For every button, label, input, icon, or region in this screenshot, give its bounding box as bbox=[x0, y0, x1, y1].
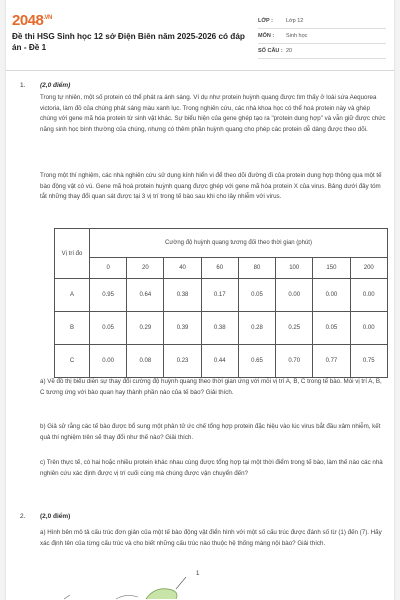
table-group-header: Cường độ huỳnh quang tương đối theo thời gian (phút) bbox=[90, 229, 388, 258]
question-number: 2. bbox=[20, 513, 26, 520]
value-cell: 0.95 bbox=[90, 279, 127, 312]
value-cell: 0.39 bbox=[164, 312, 201, 345]
question-points: (2,0 điểm) bbox=[40, 82, 71, 89]
time-header-cell: 200 bbox=[350, 258, 387, 279]
value-cell: 0.00 bbox=[313, 279, 350, 312]
logo-suffix: .VN bbox=[43, 15, 52, 21]
value-cell: 0.65 bbox=[238, 345, 275, 378]
value-cell: 0.25 bbox=[276, 312, 313, 345]
figure-label: 1 bbox=[196, 571, 200, 577]
meta-key: MÔN : bbox=[258, 33, 275, 39]
value-cell: 0.05 bbox=[90, 312, 127, 345]
time-header-cell: 150 bbox=[313, 258, 350, 279]
table-time-row bbox=[55, 258, 388, 279]
meta-row-class bbox=[258, 14, 386, 29]
question-part-b: b) Giả sử rằng các tế bào được bổ sung một phân tử ức chế tổng hợp protein đặc hiệu vào lúc virus bắt đầu xâm nhiễm, kết quả thí nghiệm trên sẽ thay đổi như thế nào? Giải thích. bbox=[40, 423, 381, 441]
value-cell: 0.38 bbox=[164, 279, 201, 312]
value-cell: 0.28 bbox=[238, 312, 275, 345]
meta-value: Sinh học bbox=[286, 33, 308, 39]
time-header-cell: 0 bbox=[90, 258, 127, 279]
value-cell: 0.75 bbox=[350, 345, 387, 378]
document-page bbox=[6, 0, 394, 600]
table-row bbox=[55, 279, 388, 312]
value-cell: 0.05 bbox=[238, 279, 275, 312]
position-cell: A bbox=[55, 279, 90, 312]
question-paragraph: Trong một thí nghiệm, các nhà nghiên cứu sử dụng kính hiển vi để theo dõi đường đi của protein dung hợp thông qua một tế bào động vật có vú. Gene mã hoá protein huỳnh quang được ghép với gene mã hóa protein X của virus. Bảng dưới đây tóm tắt những thay đổi quan sát được tại 3 vị trí trong tế bào sau khi cho lây nhiễm với virus. bbox=[40, 172, 382, 201]
meta-value: 20 bbox=[286, 48, 293, 54]
figure-pointer bbox=[176, 577, 186, 589]
value-cell: 0.08 bbox=[127, 345, 164, 378]
table-header-row bbox=[55, 229, 388, 258]
value-cell: 0.64 bbox=[127, 279, 164, 312]
value-cell: 0.00 bbox=[90, 345, 127, 378]
question-paragraph: Trong tự nhiên, một số protein có thể phát ra ánh sáng. Ví dụ như protein huỳnh quang được tìm thấy ở loài sứa Aequorea victoria, làm đỏ của chúng phát sáng màu xanh lục. Trong nghiên cứu, các nhà khoa học có thể hoá protein này và ghép chúng với gene mã hóa protein từ sinh vật khác. Sự biểu hiện của gene ghép tạo ra "protein dung hợp" và vẫn giữ được chức năng sinh học bình thường của chúng, nhưng có thêm phần huỳnh quang cho phép các protein dễ dàng được theo dõi. bbox=[40, 94, 386, 133]
question-number: 1. bbox=[20, 82, 26, 89]
cell-structure-figure bbox=[56, 565, 256, 600]
question-points: (2,0 điểm) bbox=[40, 513, 71, 520]
value-cell: 0.00 bbox=[276, 279, 313, 312]
value-cell: 0.70 bbox=[276, 345, 313, 378]
meta-key: SỐ CÂU : bbox=[258, 48, 283, 54]
meta-row-count bbox=[258, 44, 386, 59]
fluorescence-table bbox=[54, 228, 388, 378]
page-header bbox=[6, 0, 394, 70]
value-cell: 0.77 bbox=[313, 345, 350, 378]
meta-key: LỚP : bbox=[258, 18, 273, 24]
value-cell: 0.17 bbox=[201, 279, 238, 312]
time-header-cell: 40 bbox=[164, 258, 201, 279]
value-cell: 0.23 bbox=[164, 345, 201, 378]
figure-mark bbox=[64, 595, 70, 599]
value-cell: 0.00 bbox=[350, 279, 387, 312]
table-corner-cell: Vị trí đo bbox=[55, 229, 90, 279]
value-cell: 0.44 bbox=[201, 345, 238, 378]
position-cell: B bbox=[55, 312, 90, 345]
site-logo[interactable] bbox=[12, 12, 52, 29]
table-row bbox=[55, 345, 388, 378]
meta-value: Lớp 12 bbox=[286, 18, 304, 24]
header-divider bbox=[6, 70, 394, 71]
position-cell: C bbox=[55, 345, 90, 378]
time-header-cell: 60 bbox=[201, 258, 238, 279]
time-header-cell: 100 bbox=[276, 258, 313, 279]
question-part-a: a) Vẽ đồ thị biểu diễn sự thay đổi cường độ huỳnh quang theo thời gian ứng với mỗi vị trí A, B, C trong tế bào. Mỗi vị trí A, B, C tương ứng với bào quan hay thành phần nào của tế bào? Giải thích. bbox=[40, 378, 382, 396]
time-header-cell: 20 bbox=[127, 258, 164, 279]
meta-row-subject bbox=[258, 29, 386, 44]
time-header-cell: 80 bbox=[238, 258, 275, 279]
table-row bbox=[55, 312, 388, 345]
value-cell: 0.00 bbox=[350, 312, 387, 345]
value-cell: 0.05 bbox=[313, 312, 350, 345]
value-cell: 0.29 bbox=[127, 312, 164, 345]
question-part-a: a) Hình bên mô tả cấu trúc đơn giản của một tế bào động vật điển hình với một số cấu trúc được đánh số từ (1) đến (7). Hãy xác định tên của từng cấu trúc và cho biết những cấu trúc nào thuộc hệ thống màng nội bào? Giải thích. bbox=[40, 529, 382, 547]
page-title: Đề thi HSG Sinh học 12 sở Điện Biên năm 2025-2026 có đáp án - Đề 1 bbox=[12, 32, 245, 52]
organelle-shape bbox=[146, 589, 177, 599]
value-cell: 0.38 bbox=[201, 312, 238, 345]
exam-meta bbox=[258, 14, 386, 59]
logo-text: 2048 bbox=[12, 12, 44, 29]
cell-membrane-line bbox=[116, 595, 138, 599]
question-part-c: c) Trên thực tế, có hai hoặc nhiều protein khác nhau cùng được tổng hợp tại một thời điểm trong tế bào, làm thế nào các nhà nghiên cứu xác định được vị trí cuối cùng mà chúng được vận chuyển đến? bbox=[40, 459, 383, 477]
